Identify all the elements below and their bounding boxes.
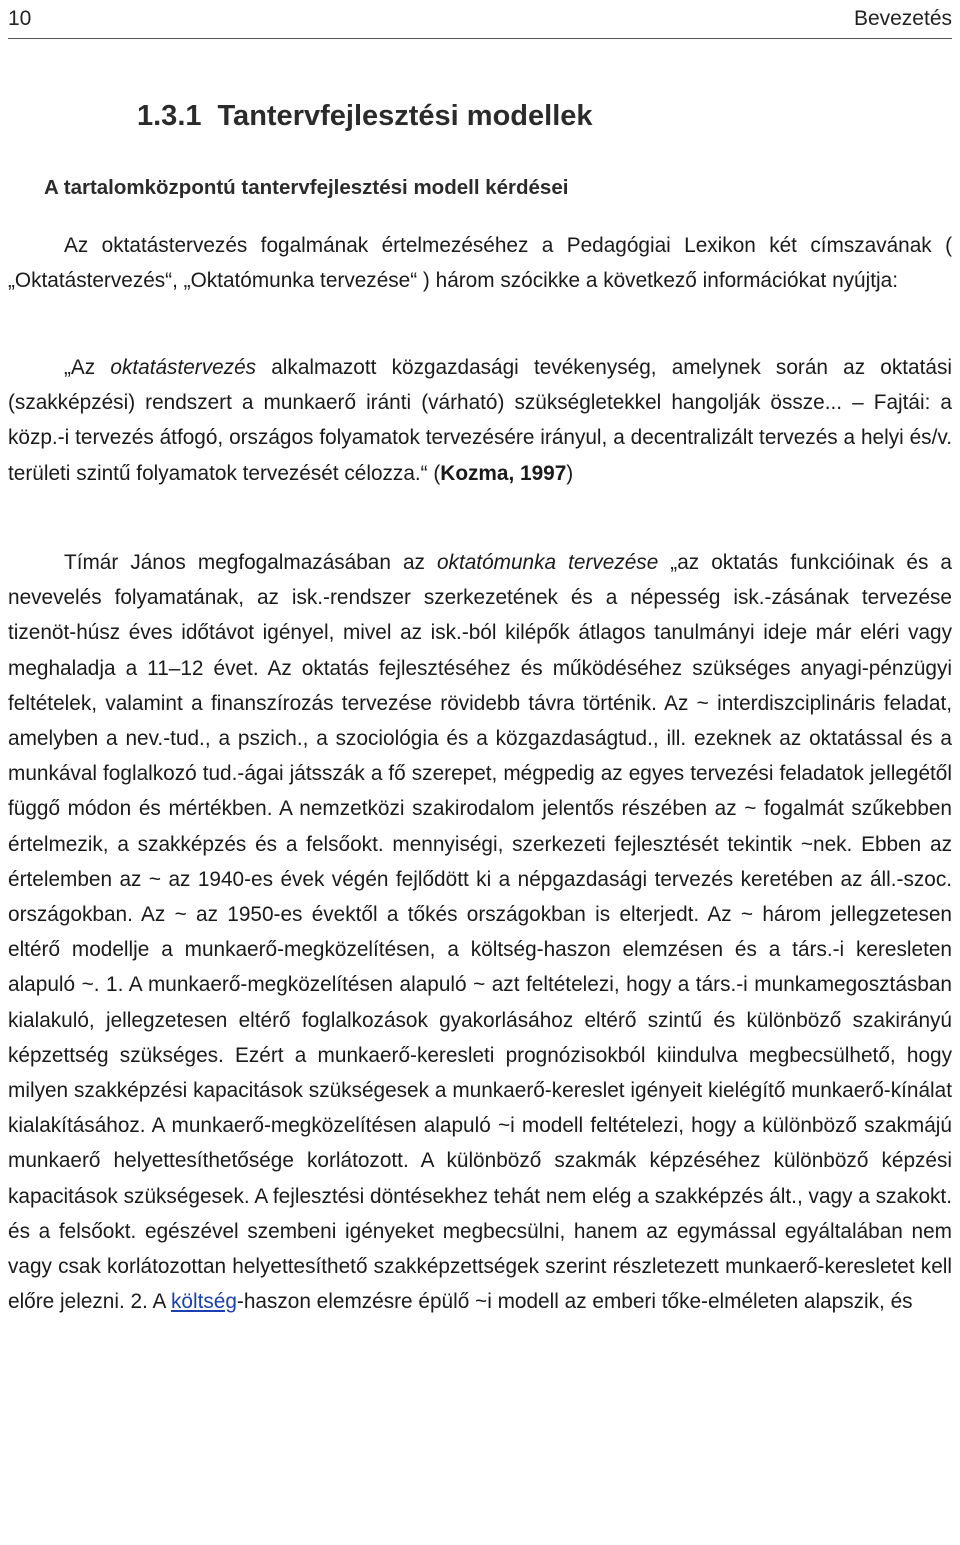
quote-paragraph: [8, 350, 952, 491]
main-body-end: -haszon elemzésre épülő ~i modell az emberi tőke-elméleten alapszik, és: [236, 1290, 913, 1314]
main-body: „az oktatás funkcióinak és a nevevelés folyamatának, az isk.-rendszer szerkezetének és a népesség isk.-zásának tervezése tizenöt-húsz éves időtávot igényel, mivel az isk.-ból kilépők átlagos tanulmányi ideje már eléri vagy meghaladja a 11–12 évet. Az oktatás fejlesztéséhez és működéséhez szükséges anyagi-pénzügyi feltételek, valamint a finanszírozás tervezése rövidebb távra történik. Az ~ interdiszciplináris feladat, amelyben a nev.-tud., a pszich., a szociológia és a közgazdaságtud., ill. ezeknek az oktatással és a munkával foglalkozó tud.-ágai játsszák a fő szerepet, mégpedig az egyes tervezési feladatok jellegétől függő módon és mértékben. A nemzetközi szakirodalom jelentős részében az ~ fogalmát szűkebben értelmezik, a szakképzés és a felsőokt. mennyiségi, szerkezeti fejlesztését tekintik ~nek. Ebben az értelemben az ~ az 1940-es évek végén fejlődött ki a népgazdasági tervezés keretében az áll.-szoc. országokban. Az ~ az 1950-es évektől a tőkés országokban is elterjedt. Az ~ három jellegzetesen eltérő modellje a munkaerő-megközelítésen, a költség-haszon elemzésen és a társ.-i keresleten alapuló ~. 1. A munkaerő-megközelítésen alapuló ~ azt feltételezi, hogy a társ.-i munkamegosztásban kialakuló, jellegzetesen eltérő foglalkozások gyakorlásához eltérő szintű és különböző szakirányú képzettség szükséges. Ezért a munkaerő-keresleti prognózisokból kiindulva megbecsülhető, hogy milyen szakképzési kapacitások szükségesek a munkaerő-kereslet igényeit kielégítő munkaerő-kínálat kialakításához. A munkaerő-megközelítésen alapuló ~i modell feltételezi, hogy a különböző szakmájú munkaerő helyettesíthetősége korlátozott. A különböző szakmák képzéséhez különböző képzési kapacitások szükségesek. A fejlesztési döntésekhez tehát nem elég a szakképzés ált., vagy a szakokt. és a felsőokt. egészével szembeni igényeket megbecsülni, hanem az egymással egyáltalában nem vagy csak korlátozottan helyettesíthető szakképzettségek szerint részletezett munkaerő-keresletet kell előre jelezni. 2. A: [8, 551, 952, 1314]
subsection-heading: A tartalomközpontú tantervfejlesztési modell kérdései: [44, 176, 569, 199]
quote-body: alkalmazott közgazdasági tevékenység, amelynek során az oktatási (szakképzési) rendszert a munkaerő iránti (várható) szükségletekkel hangolják össze... – Fajtái: a közp.-i tervezés átfogó, országos folyamatok tervezésére irányul, a decentralizált tervezés a helyi és/v. területi szintű folyamatok tervezését célozza.“ (: [8, 356, 952, 485]
quote-open: „Az: [64, 356, 111, 379]
page-number: 10: [8, 7, 32, 30]
section-number: 1.3.1: [137, 100, 202, 132]
intro-paragraph: Az oktatástervezés fogalmának értelmezéséhez a Pedagógiai Lexikon két címszavának ( „Oktatástervezés“, „Oktatómunka tervezése“ ) három szócikke a következő információkat nyújtja:: [8, 234, 952, 293]
koltseg-link[interactable]: költség: [171, 1290, 237, 1314]
section-heading: [137, 100, 593, 133]
section-title: Tantervfejlesztési modellek: [217, 100, 593, 132]
quote-citation: Kozma, 1997: [440, 461, 567, 485]
quote-term: oktatástervezés: [110, 356, 257, 379]
main-term: oktatómunka tervezése: [436, 551, 659, 574]
main-start: Tímár János megfogalmazásában az: [64, 551, 437, 574]
chapter-title: Bevezetés: [853, 7, 952, 30]
quote-close: ): [566, 461, 574, 485]
page-header: [8, 0, 952, 39]
main-paragraph: [8, 545, 952, 1319]
